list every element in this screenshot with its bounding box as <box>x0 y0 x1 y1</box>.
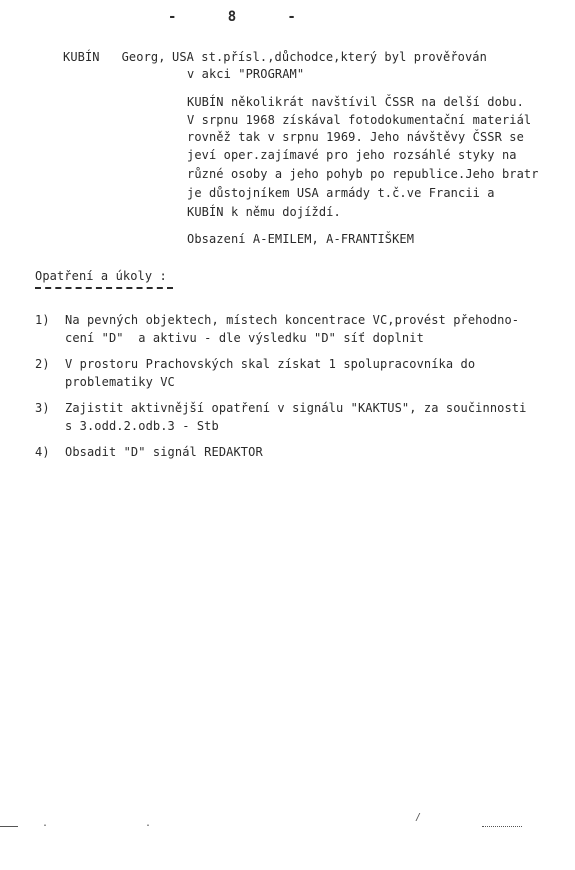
paragraph-line: V srpnu 1968 získával fotodokumentační materiál <box>187 113 532 127</box>
task-line: Na pevných objektech, místech koncentrace VC,provést přehodno- <box>65 313 520 327</box>
entry-description-line-2: v akci "PROGRAM" <box>187 67 305 81</box>
scan-mark <box>0 826 18 827</box>
entry-name: KUBÍN Georg, <box>63 50 166 64</box>
task-number: 2) <box>35 357 50 371</box>
paragraph-line: KUBÍN k němu dojíždí. <box>187 205 341 219</box>
scan-speck: / <box>415 812 422 823</box>
scan-mark <box>482 826 522 827</box>
task-number: 1) <box>35 313 50 327</box>
paragraph-line: rovněž tak v srpnu 1969. Jeho návštěvy ČSSR se <box>187 130 524 144</box>
assignment-line: Obsazení A-EMILEM, A-FRANTIŠKEM <box>187 232 415 246</box>
task-line: V prostoru Prachovských skal získat 1 spolupracovníka do <box>65 357 476 371</box>
task-line: Zajistit aktivnější opatření v signálu "KAKTUS", za součinnosti <box>65 401 527 415</box>
task-line: problematiky VC <box>65 375 175 389</box>
paragraph-line: jeví oper.zajímavé pro jeho rozsáhlé styky na <box>187 148 517 162</box>
section-heading: Opatření a úkoly : <box>35 269 167 283</box>
task-line: s 3.odd.2.odb.3 - Stb <box>65 419 219 433</box>
task-line: cení "D" a aktivu - dle výsledku "D" síť doplnit <box>65 331 424 345</box>
heading-underline <box>35 287 173 289</box>
task-line: Obsadit "D" signál REDAKTOR <box>65 445 263 459</box>
paragraph-line: je důstojníkem USA armády t.č.ve Francii a <box>187 186 495 200</box>
scan-speck: . <box>145 818 152 829</box>
task-number: 4) <box>35 445 50 459</box>
scan-speck: . <box>42 818 49 829</box>
entry-description-line-1: USA st.přísl.,důchodce,který byl prověřován <box>172 50 487 64</box>
paragraph-line: KUBÍN několikrát navštívil ČSSR na delší dobu. <box>187 95 524 109</box>
task-number: 3) <box>35 401 50 415</box>
paragraph-line: různé osoby a jeho pohyb po republice.Jeho bratr <box>187 167 539 181</box>
page-number: - 8 - <box>168 9 296 25</box>
